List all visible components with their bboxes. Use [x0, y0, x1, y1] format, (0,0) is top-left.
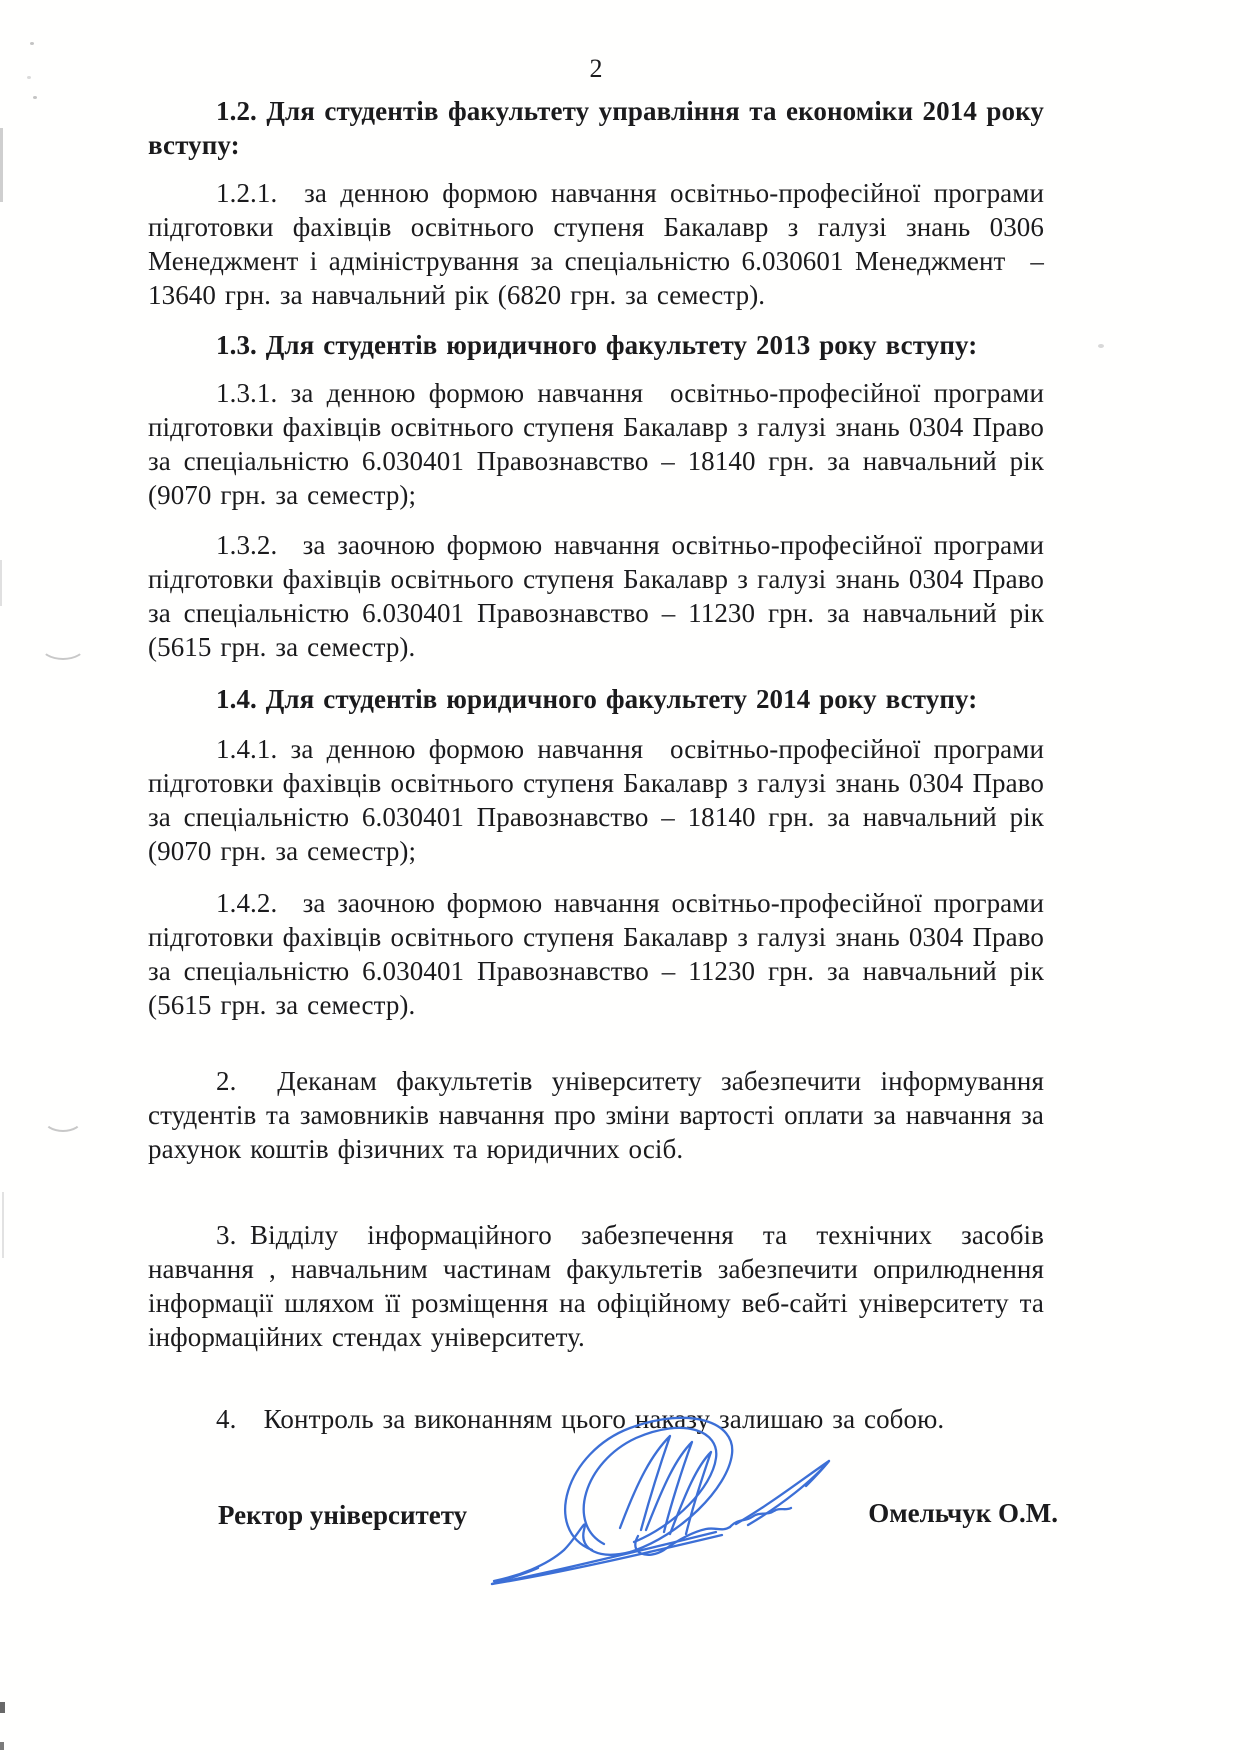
scan-artifact-edge-mark	[0, 128, 3, 202]
paragraph-1-2-1: 1.2.1. за денною формою навчання освітньо-професійної програми підготовки фахівців освітнього ступеня Бакалавр з галузі знань 0306 Менеджмент і адміністрування за спеціальністю 6.030601 Менеджмент – 13640 грн. за навчальний рік (6820 грн. за семестр).	[148, 178, 1044, 310]
paragraph-4: 4. Контроль за виконанням цього наказу залишаю за собою.	[216, 1404, 945, 1434]
paragraph-2: 2. Деканам факультетів університету забезпечити інформування студентів та замовників навчання про зміни вартості оплати за навчання за рахунок коштів фізичних та юридичних осіб.	[148, 1066, 1044, 1164]
scan-artifact-dot	[30, 42, 34, 45]
signatory-role-label: Ректор університету	[218, 1500, 468, 1530]
scan-artifact-edge-mark	[2, 1192, 4, 1258]
scan-artifact-edge-mark	[0, 1742, 4, 1750]
scan-artifact-dot	[33, 96, 37, 99]
paragraph-1-4-1: 1.4.1. за денною формою навчання освітньо-професійної програми підготовки фахівців освітнього ступеня Бакалавр з галузі знань 0304 Право за спеціальністю 6.030401 Правознавство – 18140 грн. за навчальний рік (9070 грн. за семестр);	[148, 734, 1044, 866]
section-heading-1-3: 1.3. Для студентів юридичного факультету 2013 року вступу:	[216, 330, 978, 360]
scan-artifact-binding-arc	[43, 1106, 83, 1132]
scan-artifact-smudge	[1098, 344, 1104, 348]
scan-artifact-edge-mark	[0, 1702, 5, 1713]
signature-block	[148, 1476, 1058, 1666]
scan-artifact-edge-mark	[0, 560, 2, 606]
page-number: 2	[589, 54, 603, 83]
paragraph-3: 3. Відділу інформаційного забезпечення та технічних засобів навчання , навчальним частинам факультетів забезпечити оприлюднення інформації шляхом її розміщення на офіційному веб-сайті університету та інформаційних стендах університету.	[148, 1220, 1044, 1352]
paragraph-1-4-2: 1.4.2. за заочною формою навчання освітньо-професійної програми підготовки фахівців освітнього ступеня Бакалавр з галузі знань 0304 Право за спеціальністю 6.030401 Правознавство – 11230 грн. за навчальний рік (5615 грн. за семестр).	[148, 888, 1044, 1020]
handwritten-signature-scribble	[480, 1408, 852, 1598]
paragraph-1-3-2: 1.3.2. за заочною формою навчання освітньо-професійної програми підготовки фахівців освітнього ступеня Бакалавр з галузі знань 0304 Право за спеціальністю 6.030401 Правознавство – 11230 грн. за навчальний рік (5615 грн. за семестр).	[148, 530, 1044, 662]
scan-artifact-dot	[27, 76, 31, 79]
scan-artifact-binding-arc	[40, 632, 86, 660]
section-heading-1-4: 1.4. Для студентів юридичного факультету 2014 року вступу:	[216, 684, 978, 714]
paragraph-1-3-1: 1.3.1. за денною формою навчання освітньо-професійної програми підготовки фахівців освітнього ступеня Бакалавр з галузі знань 0304 Право за спеціальністю 6.030401 Правознавство – 18140 грн. за навчальний рік (9070 грн. за семестр);	[148, 378, 1044, 510]
section-heading-1-2: 1.2. Для студентів факультету управління та економіки 2014 року вступу:	[148, 96, 1044, 160]
document-body	[148, 52, 1058, 1666]
signatory-name: Омельчук О.М.	[868, 1498, 1058, 1528]
